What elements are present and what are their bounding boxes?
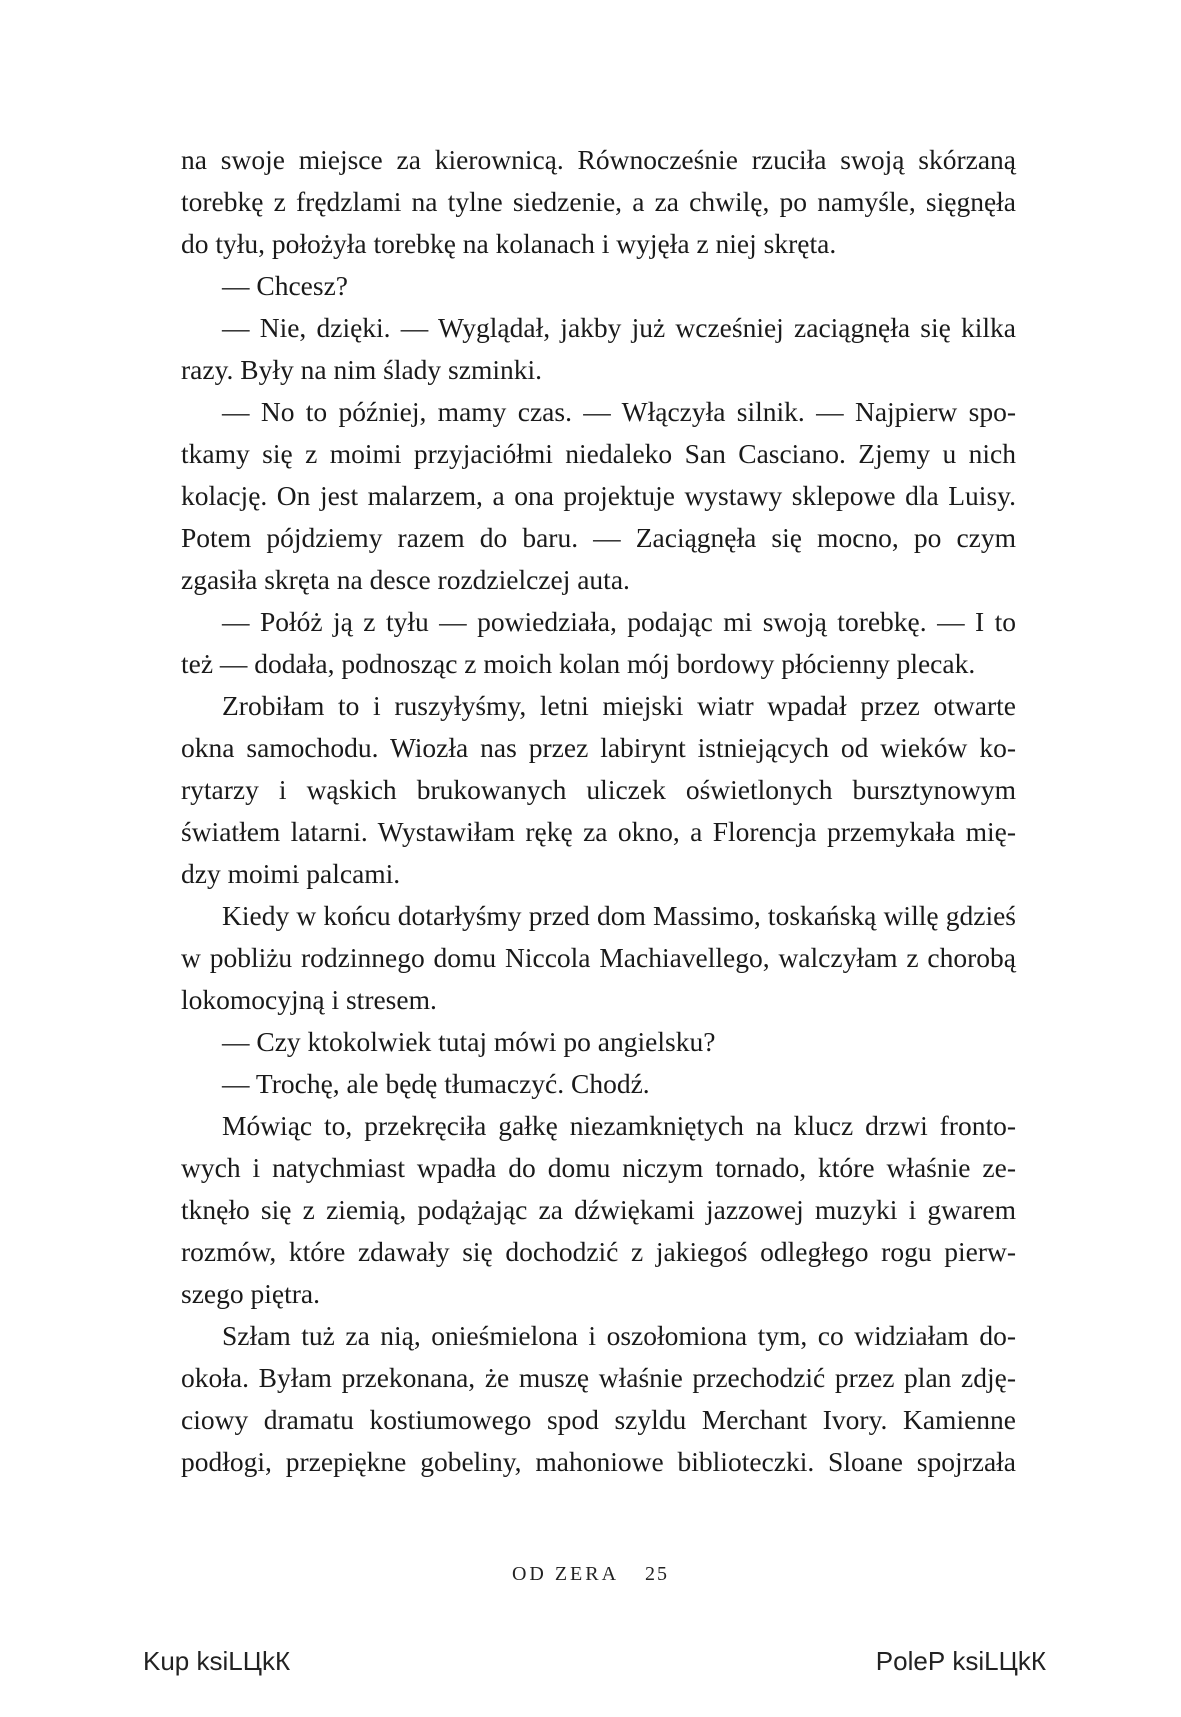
- page-number: 25: [645, 1563, 670, 1585]
- book-title: OD ZERA: [511, 1563, 620, 1585]
- text-line: kolację. On jest malarzem, a ona projektuje wystawy sklepowe dla Luisy.: [181, 480, 1016, 511]
- text-line: Szłam tuż za nią, onieśmielona i oszołomiona tym, co widziałam do-: [222, 1320, 1016, 1351]
- text-line: Mówiąc to, przekręciła gałkę niezamkniętych na klucz drzwi fronto-: [222, 1110, 1016, 1141]
- text-line: też — dodała, podnosząc z moich kolan mój bordowy płócienny plecak.: [181, 648, 976, 679]
- text-line: tknęło się z ziemią, podążając za dźwiękami jazzowej muzyki i gwarem: [181, 1194, 1016, 1225]
- text-line: światłem latarni. Wystawiłam rękę za okno, a Florencja przemykała mię-: [181, 816, 1016, 847]
- text-line: rozmów, które zdawały się dochodzić z jakiegoś odległego rogu pierw-: [181, 1236, 1016, 1267]
- text-line: okoła. Byłam przekonana, że muszę właśnie przechodzić przez plan zdję-: [181, 1362, 1016, 1393]
- body-text: [181, 139, 1016, 1483]
- text-line: wych i natychmiast wpadła do domu niczym tornado, które właśnie ze-: [181, 1152, 1016, 1183]
- text-line: dzy moimi palcami.: [181, 858, 401, 889]
- text-line: — No to później, mamy czas. — Włączyła silnik. — Najpierw spo-: [222, 396, 1016, 427]
- text-line: — Chcesz?: [222, 270, 348, 301]
- running-footer: [0, 1563, 1181, 1586]
- recommend-book-link[interactable]: PoleР ksiLЦkК: [875, 1646, 1046, 1676]
- text-line: tkamy się z moimi przyjaciółmi niedaleko San Casciano. Zjemy u nich: [181, 438, 1016, 469]
- text-line: torebkę z frędzlami na tylne siedzenie, a za chwilę, po namyśle, sięgnęła: [181, 186, 1016, 217]
- text-line: do tyłu, położyła torebkę na kolanach i wyjęła z niej skręta.: [181, 228, 837, 259]
- text-line: zgasiła skręta na desce rozdzielczej auta.: [181, 564, 630, 595]
- text-line: okna samochodu. Wiozła nas przez labirynt istniejących od wieków ko-: [181, 732, 1016, 763]
- text-line: ciowy dramatu kostiumowego spod szyldu Merchant Ivory. Kamienne: [181, 1404, 1016, 1435]
- text-line: podłogi, przepiękne gobeliny, mahoniowe biblioteczki. Sloane spojrzała: [181, 1446, 1016, 1477]
- text-line: — Połóż ją z tyłu — powiedziała, podając mi swoją torebkę. — I to: [222, 606, 1016, 637]
- text-line: w pobliżu rodzinnego domu Niccola Machiavellego, walczyłam z chorobą: [181, 942, 1016, 973]
- text-line: razy. Były na nim ślady szminki.: [181, 354, 543, 385]
- text-line: — Nie, dzięki. — Wyglądał, jakby już wcześniej zaciągnęła się kilka: [222, 312, 1016, 343]
- text-line: na swoje miejsce za kierownicą. Równocześnie rzuciła swoją skórzaną: [181, 144, 1016, 175]
- text-line: — Czy ktokolwiek tutaj mówi po angielsku?: [222, 1026, 716, 1057]
- text-line: szego piętra.: [181, 1278, 320, 1309]
- text-line: Kiedy w końcu dotarłyśmy przed dom Massimo, toskańską willę gdzieś: [222, 900, 1016, 931]
- text-line: rytarzy i wąskich brukowanych uliczek oświetlonych bursztynowym: [181, 774, 1016, 805]
- text-line: lokomocyjną i stresem.: [181, 984, 437, 1015]
- text-line: Zrobiłam to i ruszyłyśmy, letni miejski wiatr wpadał przez otwarte: [222, 690, 1016, 721]
- buy-book-link[interactable]: Kup ksiLЦkК: [143, 1646, 291, 1676]
- text-line: — Trochę, ale będę tłumaczyć. Chodź.: [222, 1068, 650, 1099]
- text-line: Potem pójdziemy razem do baru. — Zaciągnęła się mocno, po czym: [181, 522, 1016, 553]
